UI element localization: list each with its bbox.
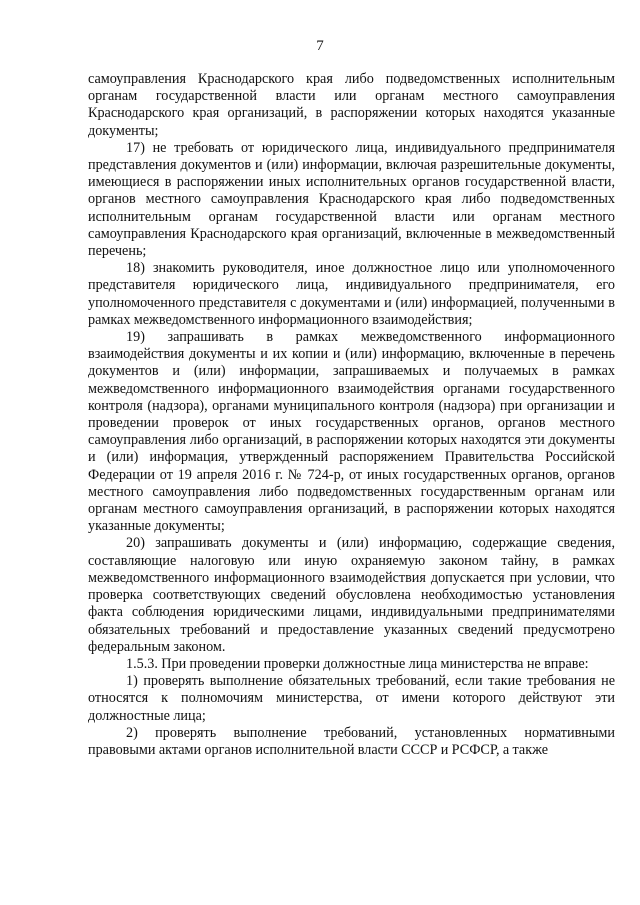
page-number: 7 [316, 38, 324, 54]
paragraph-section-1-5-3: 1.5.3. При проведении проверки должностные лица министерства не вправе: [126, 655, 589, 672]
paragraph-prohibition-2: 2) проверять выполнение требований, установленных нормативными правовыми актами органов исполнительной власти СССР и РСФСР, а также [88, 724, 615, 758]
paragraph-item-19: 19) запрашивать в рамках межведомственного информационного взаимодействия документы и их копии и (или) информацию, включенные в перечень документов и (или) информации, запрашиваемых и получаемых в рамках межведомственного информационного взаимодействия органами государственного контроля (надзора), органами муниципального контроля (надзора) при организации и проведении проверок от иных государственных органов, органов местного самоуправления либо организаций, в распоряжении которых находятся эти документы и (или) информация, утвержденный распоряжением Правительства Российской Федерации от 19 апреля 2016 г. № 724-р, от иных государственных органов, органов местного самоуправления либо подведомственных государственным органам или органам местного самоуправления организаций, в распоряжении которых находятся указанные документы; [88, 329, 615, 535]
paragraph-item-18: 18) знакомить руководителя, иное должностное лицо или уполномоченного представителя юридического лица, индивидуального предпринимателя, его уполномоченного представителя с документами и (или) информацией, полученными в рамках межведомственного информационного взаимодействия; [88, 260, 615, 328]
paragraph-prohibition-1: 1) проверять выполнение обязательных требований, если такие требования не относятся к полномочиям министерства, от имени которого действуют эти должностные лица; [88, 673, 615, 724]
paragraph-item-20: 20) запрашивать документы и (или) информацию, содержащие сведения, составляющие налоговую или иную охраняемую законом тайну, в рамках межведомственного информационного взаимодействия допускается при условии, что проверка соответствующих сведений обусловлена необходимостью установления факта соблюдения юридическими лицами, индивидуальными предпринимателями обязательных требований и предоставление указанных сведений предусмотрено федеральным законом. [88, 535, 615, 655]
document-body [88, 71, 615, 759]
paragraph-item-17: 17) не требовать от юридического лица, индивидуального предпринимателя представления документов и (или) информации, включая разрешительные документы, имеющиеся в распоряжении иных исполнительных органов государственной власти, органов местного самоуправления Краснодарского края либо подведомственных исполнительным органам государственной власти или органам местного самоуправления Краснодарского края организаций, включенные в межведомственный перечень; [88, 139, 615, 260]
paragraph-continuation: самоуправления Краснодарского края либо подведомственных исполнительным органам государственной власти или органам местного самоуправления Краснодарского края организаций, в распоряжении которых находятся указанные документы; [88, 71, 615, 139]
